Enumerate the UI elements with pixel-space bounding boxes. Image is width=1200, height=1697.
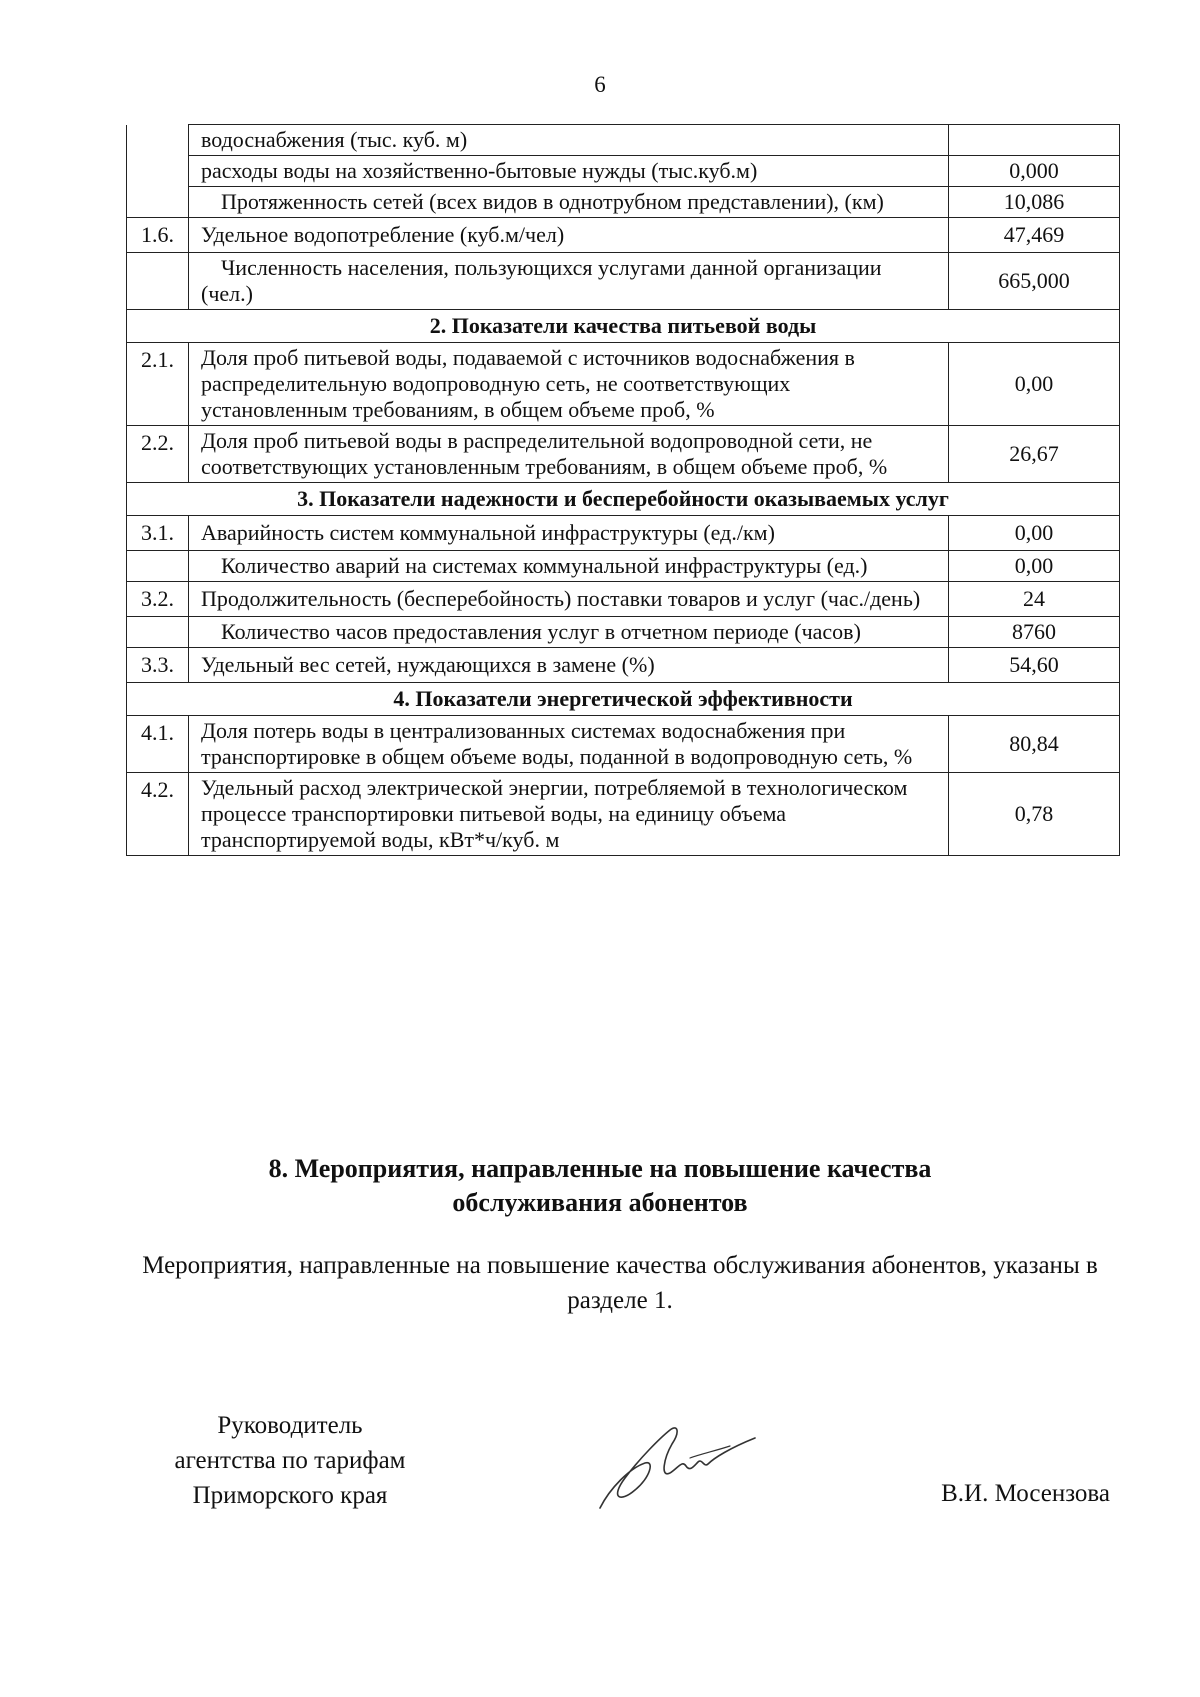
indicator-value: 0,00 bbox=[949, 343, 1120, 426]
indicator-value: 24 bbox=[949, 582, 1120, 617]
section-header-row bbox=[127, 483, 1120, 516]
indicator-name: расходы воды на хозяйственно-бытовые нужды (тыс.куб.м) bbox=[189, 156, 949, 187]
indicator-value: 665,000 bbox=[949, 253, 1120, 310]
handwritten-signature bbox=[590, 1418, 760, 1518]
table-row bbox=[127, 343, 1120, 426]
row-number bbox=[127, 187, 189, 218]
table-row bbox=[127, 551, 1120, 582]
indicator-name: Удельный расход электрической энергии, потребляемой в технологическом процессе транспортировки питьевой воды, на единицу объема транспортируемой воды, кВт*ч/куб. м bbox=[189, 773, 949, 856]
table-row bbox=[127, 253, 1120, 310]
section-8-heading-line1: 8. Мероприятия, направленные на повышение качества bbox=[268, 1154, 932, 1183]
table-row bbox=[127, 156, 1120, 187]
indicator-name: водоснабжения (тыс. куб. м) bbox=[189, 125, 949, 156]
indicator-value: 80,84 bbox=[949, 716, 1120, 773]
signatory-role-line3: Приморского края bbox=[192, 1482, 388, 1509]
indicator-value bbox=[949, 125, 1120, 156]
table-row bbox=[127, 125, 1120, 156]
section-header: 4. Показатели энергетической эффективности bbox=[127, 683, 1120, 716]
indicator-name: Численность населения, пользующихся услугами данной организации (чел.) bbox=[189, 253, 949, 310]
table-row bbox=[127, 617, 1120, 648]
indicator-value: 10,086 bbox=[949, 187, 1120, 218]
section-8-heading bbox=[0, 1152, 1200, 1220]
row-number: 2.1. bbox=[127, 343, 189, 426]
indicator-value: 0,78 bbox=[949, 773, 1120, 856]
indicator-value: 0,000 bbox=[949, 156, 1120, 187]
indicator-name: Продолжительность (бесперебойность) поставки товаров и услуг (час./день) bbox=[189, 582, 949, 617]
row-number: 3.1. bbox=[127, 516, 189, 551]
row-number: 3.3. bbox=[127, 648, 189, 683]
indicator-name: Удельный вес сетей, нуждающихся в замене (%) bbox=[189, 648, 949, 683]
table-row bbox=[127, 187, 1120, 218]
row-number bbox=[127, 253, 189, 310]
table-row bbox=[127, 773, 1120, 856]
indicators-table-body bbox=[127, 125, 1120, 856]
signatory-role-line2: агентства по тарифам bbox=[174, 1447, 406, 1474]
indicator-name: Доля проб питьевой воды, подаваемой с источников водоснабжения в распределительную водопроводную сеть, не соответствующих установленным требованиям, в общем объеме проб, % bbox=[189, 343, 949, 426]
section-header-row bbox=[127, 310, 1120, 343]
table-row bbox=[127, 516, 1120, 551]
table-row bbox=[127, 648, 1120, 683]
table-row bbox=[127, 582, 1120, 617]
section-header: 3. Показатели надежности и бесперебойности оказываемых услуг bbox=[127, 483, 1120, 516]
indicator-name: Доля проб питьевой воды в распределительной водопроводной сети, не соответствующих установленным требованиям, в общем объеме проб, % bbox=[189, 426, 949, 483]
indicator-name: Количество аварий на системах коммунальной инфраструктуры (ед.) bbox=[189, 551, 949, 582]
section-header-row bbox=[127, 683, 1120, 716]
indicator-name: Удельное водопотребление (куб.м/чел) bbox=[189, 218, 949, 253]
indicators-table bbox=[126, 124, 1120, 856]
indicator-name: Количество часов предоставления услуг в отчетном периоде (часов) bbox=[189, 617, 949, 648]
row-number: 3.2. bbox=[127, 582, 189, 617]
indicator-value: 26,67 bbox=[949, 426, 1120, 483]
signatory-name: В.И. Мосензова bbox=[941, 1480, 1110, 1507]
section-8-paragraph: Мероприятия, направленные на повышение качества обслуживания абонентов, указаны в разделе 1. bbox=[142, 1252, 1098, 1314]
table-row bbox=[127, 218, 1120, 253]
row-number: 4.1. bbox=[127, 716, 189, 773]
row-number bbox=[127, 551, 189, 582]
indicator-value: 0,00 bbox=[949, 551, 1120, 582]
indicator-name: Доля потерь воды в централизованных системах водоснабжения при транспортировке в общем объеме воды, поданной в водопроводную сеть, % bbox=[189, 716, 949, 773]
row-number: 4.2. bbox=[127, 773, 189, 856]
section-8-heading-line2: обслуживания абонентов bbox=[452, 1188, 748, 1217]
row-number bbox=[127, 617, 189, 648]
signatory-role-line1: Руководитель bbox=[217, 1412, 363, 1439]
indicator-value: 47,469 bbox=[949, 218, 1120, 253]
indicator-name: Протяженность сетей (всех видов в однотрубном представлении), (км) bbox=[189, 187, 949, 218]
indicator-value: 8760 bbox=[949, 617, 1120, 648]
row-number: 2.2. bbox=[127, 426, 189, 483]
indicator-value: 0,00 bbox=[949, 516, 1120, 551]
page-number: 6 bbox=[594, 72, 606, 97]
indicator-name: Аварийность систем коммунальной инфраструктуры (ед./км) bbox=[189, 516, 949, 551]
row-number bbox=[127, 125, 189, 156]
section-header: 2. Показатели качества питьевой воды bbox=[127, 310, 1120, 343]
signatory-role bbox=[140, 1408, 440, 1513]
row-number bbox=[127, 156, 189, 187]
table-row bbox=[127, 716, 1120, 773]
table-row bbox=[127, 426, 1120, 483]
indicator-value: 54,60 bbox=[949, 648, 1120, 683]
row-number: 1.6. bbox=[127, 218, 189, 253]
